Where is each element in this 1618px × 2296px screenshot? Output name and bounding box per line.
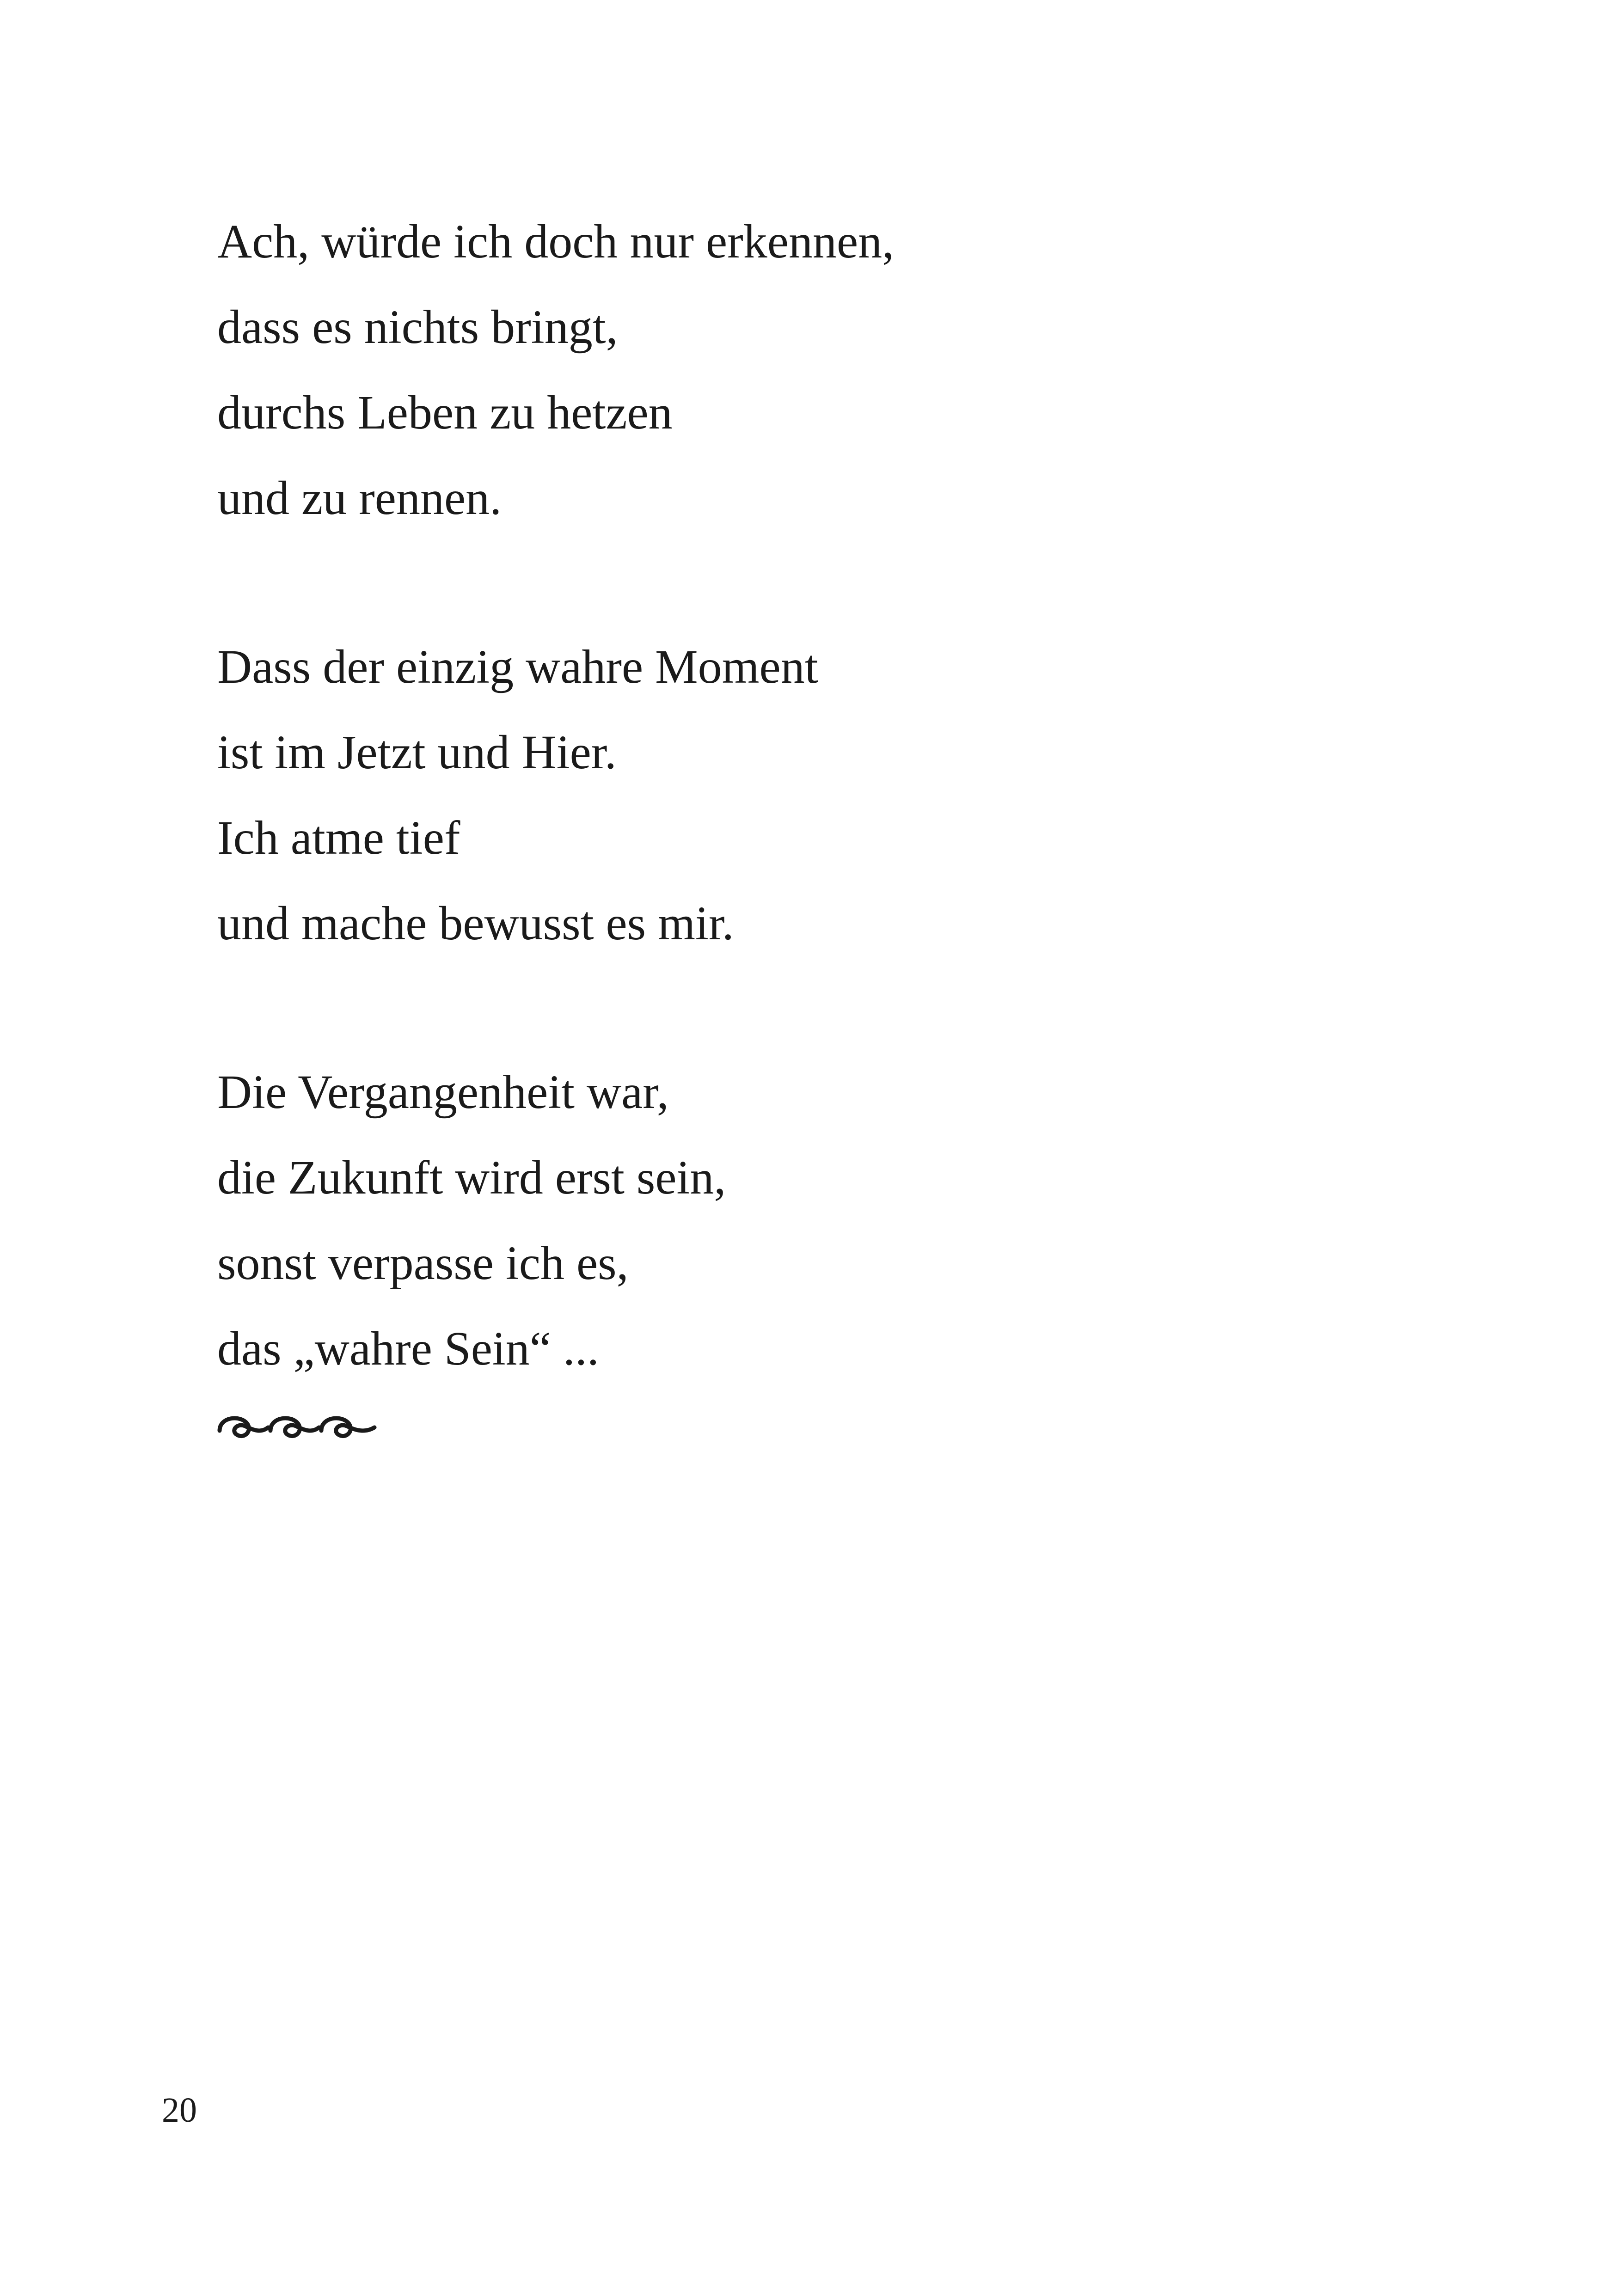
stanza-2 (217, 624, 1512, 966)
poem-line: Die Vergangenheit war, (217, 1065, 669, 1119)
poem-line: dass es nichts bringt, (217, 300, 618, 354)
stanza-3 (217, 1049, 1512, 1391)
poem (217, 199, 1512, 1391)
poem-line: Ich atme tief (217, 811, 460, 864)
poem-line: Dass der einzig wahre Moment (217, 640, 818, 693)
poem-line: die Zukunft wird erst sein, (217, 1151, 726, 1204)
poem-line: ist im Jetzt und Hier. (217, 726, 617, 779)
page-number: 20 (162, 2091, 197, 2130)
flourish-ornament-icon (215, 1405, 381, 1447)
poem-line: und mache bewusst es mir. (217, 897, 734, 950)
poem-line: durchs Leben zu hetzen (217, 386, 673, 439)
poem-line: das „wahre Sein“ ... (217, 1322, 599, 1375)
poem-line: sonst verpasse ich es, (217, 1237, 629, 1290)
poem-line: und zu rennen. (217, 471, 502, 525)
poem-line: Ach, würde ich doch nur erkennen, (217, 215, 895, 268)
stanza-1 (217, 199, 1512, 541)
